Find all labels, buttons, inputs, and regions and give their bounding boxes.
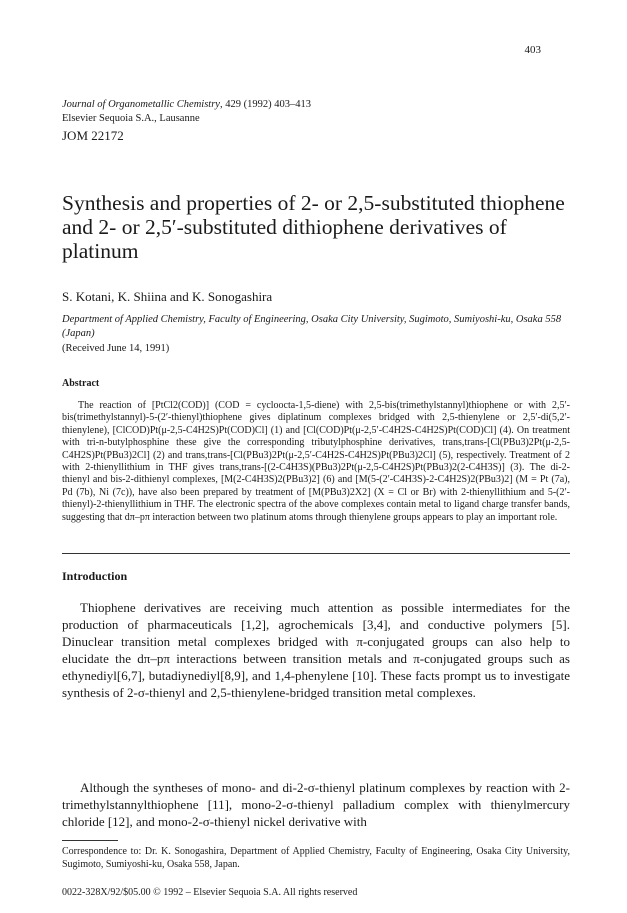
abstract-text: The reaction of [PtCl2(COD)] (COD = cycloocta-1,5-diene) with 2,5-bis(trimethylstannyl)thiophene or with 2,5′-bis(trimethylstannyl)-5-(2′-thienyl)thiophene gives diplatinum complexes bridged with 2,5-thienylene or 2,5′-di(5,2′-thienylene), [ClCOD)Pt(μ-2,5-C4H2S)Pt(COD)Cl] (1) and [Cl(COD)Pt(μ-2,5′-C4H2S-C4H2S)Pt(COD)Cl] (4). On treatment with tri-n-butylphosphine these give the corresponding tributylphosphine derivatives, trans,trans-[Cl(PBu3)2Pt(μ-2,5-C4H2S)Pt(PBu3)2Cl] (2) and trans,trans-[Cl(PBu3)2Pt(μ-2,5′-C4H2S-C4H2S)Pt(PBu3)2Cl] (5), respectively. Treatment of 2 with 2-thienyllithium in THF gives trans,trans-[(2-C4H3S)(PBu3)2Pt(μ-2,5-C4H2S)Pt(PBu3)2(2-C4H3S)] (3). The di-2-thienyl and bis-2-dithienyl complexes, [M(2-C4H3S)2(PBu3)2] (6) and [M(5-(2′-C4H3S)-2-C4H2S)2(PBu3)2] (M = Pt (7a), Pd (7b), Ni (7c)), have also been prepared by treatment of [M(PBu3)2X2] (X = Cl or Br) with 2-thienyllithium and 5-(2′-thienyl)-2-thienyllithium in THF. The electronic spectra of the above complexes contain metal to ligand charge transfer bands, suggesting that dπ–pπ interaction between two platinum atoms through thienylene groups appears to play an important role. xyxy=(62,400,570,523)
page-number: 403 xyxy=(524,44,541,56)
introduction-paragraph-1: Thiophene derivatives are receiving much attention as possible intermediates for the production of pharmaceuticals [1,2], agrochemicals [3,4], and conductive polymers [5]. Dinuclear transition metal complexes bridged with π-conjugated groups can also help to elucidate the dπ–pπ interactions between transition metals and π-conjugated groups such as ethynediyl[6,7], butadiynediyl[8,9], and 1,4-phenylene [10]. These facts prompt us to investigate synthesis of 2-σ-thienyl and 2,5-thienylene-bridged transition metal complexes. xyxy=(62,600,570,700)
copyright-line: 0022-328X/92/$05.00 © 1992 – Elsevier Sequoia S.A. All rights reserved xyxy=(62,887,358,898)
journal-volume: , 429 (1992) 403–413 xyxy=(219,99,311,110)
introduction-paragraph-2: Although the syntheses of mono- and di-2-σ-thienyl platinum complexes by reaction with 2-trimethylstannylthiophene [11], mono-2-σ-thienyl palladium complex with thienylmercury chloride [12], and mono-2-σ-thienyl nickel derivative with xyxy=(62,780,570,829)
jom-code: JOM 22172 xyxy=(62,128,124,143)
footnote-divider xyxy=(62,840,118,841)
section-divider xyxy=(62,553,570,554)
paper-title: Synthesis and properties of 2- or 2,5-substituted thiophene and 2- or 2,5′-substituted dithiophene derivatives of platinum xyxy=(62,191,565,263)
journal-info xyxy=(62,98,311,126)
journal-name: Journal of Organometallic Chemistry xyxy=(62,99,220,110)
received-date: (Received June 14, 1991) xyxy=(62,343,170,354)
affiliation: Department of Applied Chemistry, Faculty of Engineering, Osaka City University, Sugimoto, Sumiyoshi-ku, Osaka 558 (Japan) xyxy=(62,314,562,339)
journal-citation xyxy=(62,98,311,112)
correspondence-footnote: Correspondence to: Dr. K. Sonogashira, Department of Applied Chemistry, Faculty of Engineering, Osaka City University, Sugimoto, Sumiyoshi-ku, Osaka 558, Japan. xyxy=(62,846,570,870)
introduction-heading: Introduction xyxy=(62,569,128,583)
abstract-heading: Abstract xyxy=(62,378,100,389)
publisher: Elsevier Sequoia S.A., Lausanne xyxy=(62,113,200,124)
authors: S. Kotani, K. Shiina and K. Sonogashira xyxy=(62,289,273,304)
